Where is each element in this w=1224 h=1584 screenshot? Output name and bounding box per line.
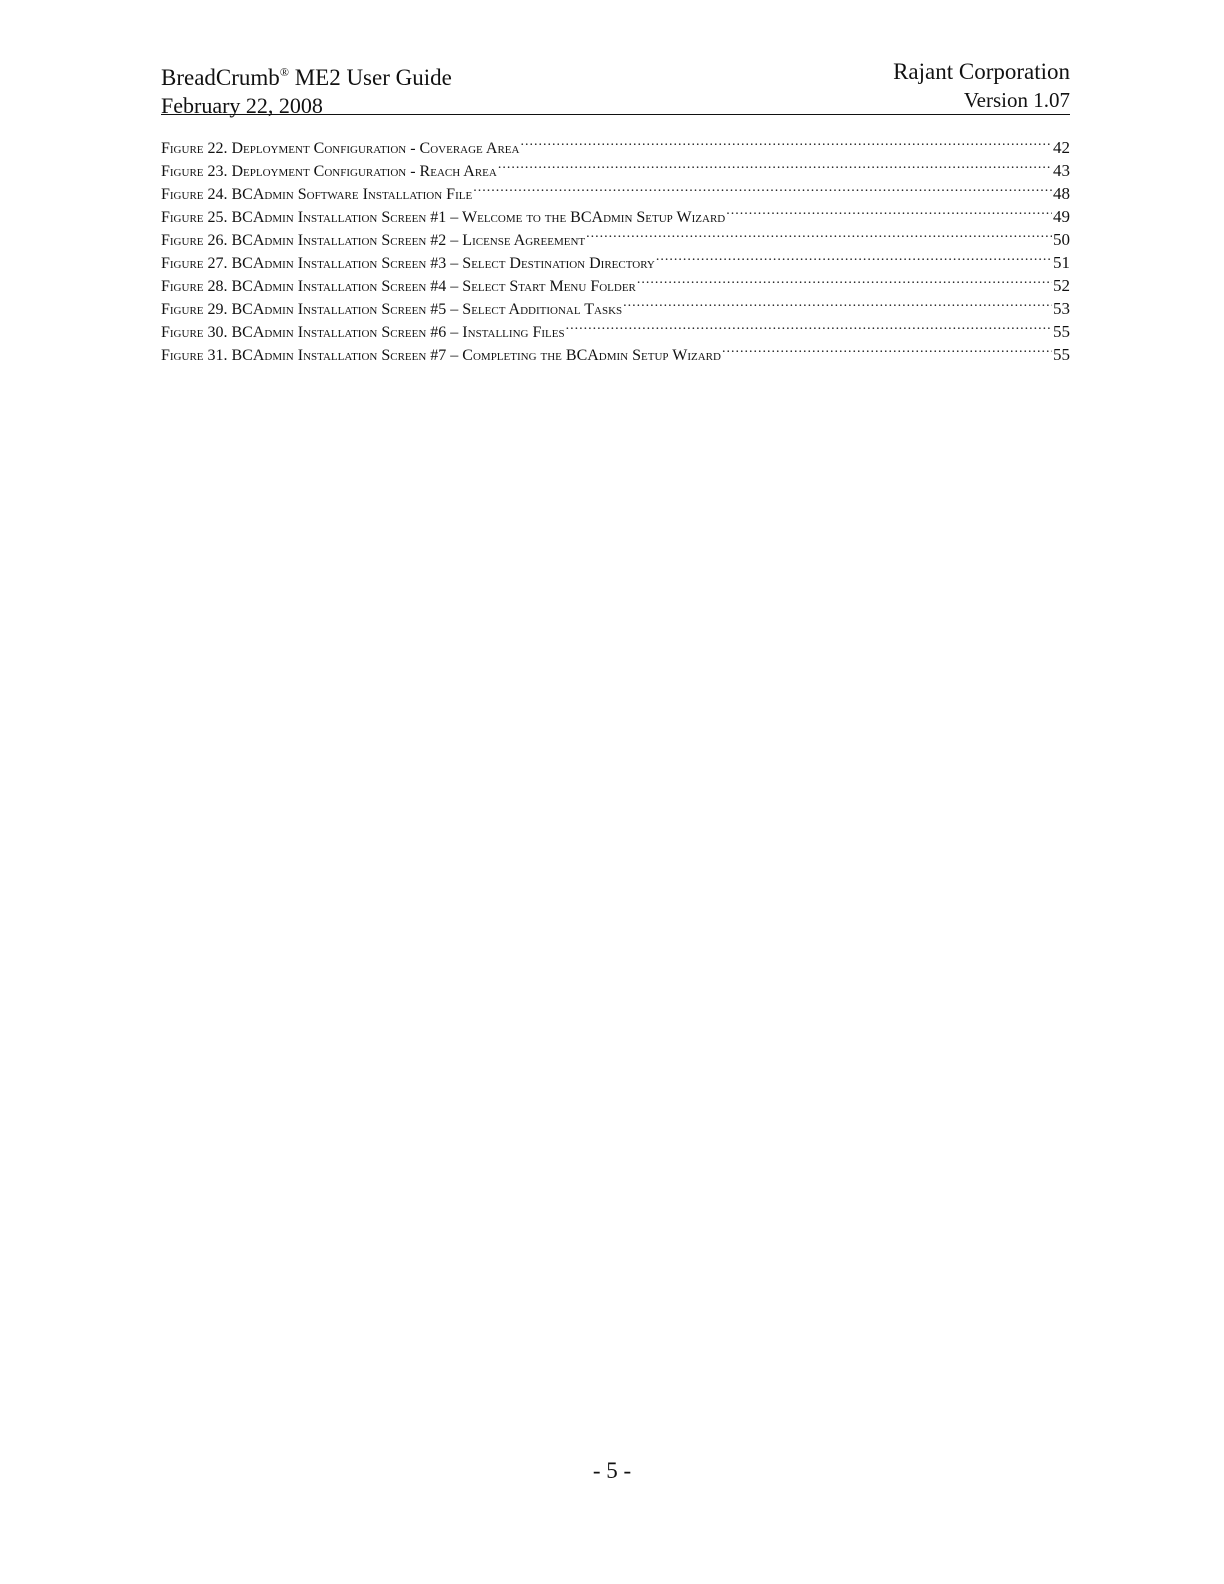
toc-entry-page: 49 [1053, 207, 1070, 226]
document-title-main: BreadCrumb [161, 65, 280, 90]
toc-dot-leader [656, 245, 1052, 268]
toc-dot-leader [498, 153, 1052, 176]
header-left [161, 58, 452, 120]
toc-entry-title: Figure 22. Deployment Configuration - Coverage Area [161, 140, 520, 157]
toc-dot-leader [623, 291, 1052, 314]
toc-entry-page: 51 [1053, 253, 1070, 272]
toc-entry-page: 52 [1053, 276, 1070, 295]
toc-entry-title: Figure 27. BCAdmin Installation Screen #3 – Select Destination Directory [161, 255, 655, 272]
company-name: Rajant Corporation [893, 59, 1070, 84]
page-number: - 5 - [592, 1458, 632, 1483]
document-date: February 22, 2008 [161, 93, 323, 118]
toc-entry-page: 50 [1053, 230, 1070, 249]
toc-entry-page: 43 [1053, 161, 1070, 180]
document-title-rest: ME2 User Guide [288, 65, 452, 90]
header-right [893, 58, 1070, 114]
table-of-figures [161, 130, 1070, 364]
toc-entry-title: Figure 30. BCAdmin Installation Screen #6 – Installing Files [161, 324, 565, 341]
registered-mark: ® [279, 65, 289, 79]
toc-dot-leader [637, 268, 1052, 291]
toc-entry-title: Figure 24. BCAdmin Software Installation File [161, 186, 473, 203]
toc-dot-leader [586, 222, 1052, 245]
document-version: Version 1.07 [963, 88, 1070, 112]
toc-dot-leader [722, 337, 1052, 360]
toc-dot-leader [473, 176, 1052, 199]
page-header [161, 58, 1070, 118]
toc-dot-leader [566, 314, 1052, 337]
toc-entry-page: 55 [1053, 322, 1070, 341]
toc-entry-title: Figure 25. BCAdmin Installation Screen #1 – Welcome to the BCAdmin Setup Wizard [161, 209, 726, 226]
toc-entry-page: 48 [1053, 184, 1070, 203]
toc-entry-title: Figure 23. Deployment Configuration - Reach Area [161, 163, 497, 180]
toc-entry-title: Figure 28. BCAdmin Installation Screen #4 – Select Start Menu Folder [161, 278, 636, 295]
toc-entry-page: 42 [1053, 138, 1070, 157]
toc-entry-title: Figure 31. BCAdmin Installation Screen #7 – Completing the BCAdmin Setup Wizard [161, 347, 721, 364]
toc-entry-title: Figure 29. BCAdmin Installation Screen #5 – Select Additional Tasks [161, 301, 623, 318]
toc-dot-leader [520, 130, 1052, 153]
toc-dot-leader [726, 199, 1052, 222]
toc-entry[interactable] [161, 130, 1070, 157]
toc-entry-page: 53 [1053, 299, 1070, 318]
toc-entry-page: 55 [1053, 345, 1070, 364]
document-title [161, 58, 452, 92]
toc-entry-title: Figure 26. BCAdmin Installation Screen #2 – License Agreement [161, 232, 586, 249]
